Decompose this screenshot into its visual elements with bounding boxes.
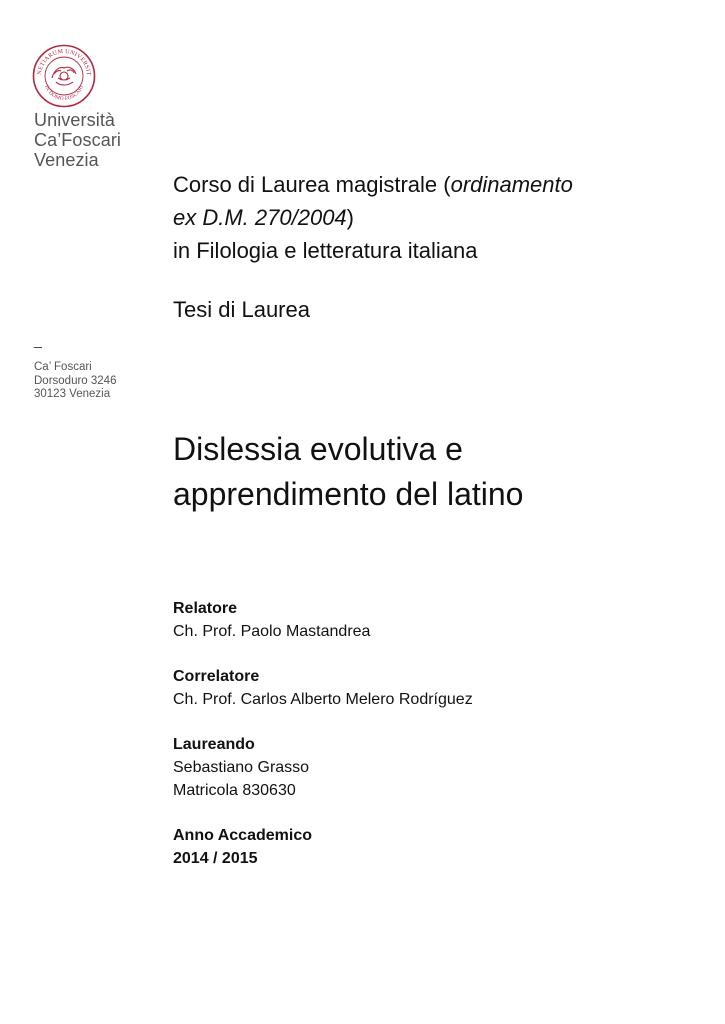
seal-icon (32, 44, 96, 108)
university-seal-logo (32, 44, 96, 108)
address-line: Ca’ Foscari (34, 361, 92, 373)
relatore-heading: Relatore (173, 600, 238, 617)
seal-text-top: NETIARUM UNIVERSIT (36, 48, 92, 76)
relatore-name: Ch. Prof. Paolo Mastandrea (173, 623, 371, 640)
address-line: Dorsoduro 3246 (34, 374, 117, 387)
university-address (34, 361, 116, 402)
correlatore-name: Ch. Prof. Carlos Alberto Melero Rodríguez (173, 691, 473, 708)
seal-text-bottom: IN DOMO FOSCARI (43, 84, 85, 103)
thesis-label: Tesi di Laurea (173, 297, 310, 322)
academic-year-value: 2014 / 2015 (173, 850, 258, 867)
university-name-line: Venezia (34, 150, 99, 170)
course-line-3: in Filologia e letteratura italiana (173, 238, 478, 263)
course-line2-italic: ex D.M. 270/2004 (173, 205, 347, 230)
university-name (34, 110, 121, 170)
thesis-title-line: apprendimento del latino (173, 476, 524, 512)
winged-lion-icon (52, 67, 76, 85)
correlatore-block (173, 665, 473, 711)
course-line1-italic: ordinamento (450, 172, 573, 197)
thesis-title-line: Dislessia evolutiva e (173, 431, 463, 467)
svg-text:IN DOMO FOSCARI (43, 85, 85, 103)
course-line2-suffix: ) (346, 205, 354, 230)
correlatore-heading: Correlatore (173, 668, 260, 685)
laureando-matricola: Matricola 830630 (173, 782, 296, 799)
thesis-title (173, 427, 523, 517)
laureando-block (173, 733, 473, 802)
address-separator: _ (34, 332, 42, 348)
address-line: 30123 Venezia (34, 388, 111, 400)
academic-year-block (173, 824, 473, 870)
thesis-people (173, 597, 473, 870)
degree-course (173, 168, 573, 267)
laureando-name: Sebastiano Grasso (173, 759, 310, 776)
university-name-line: Università (34, 110, 116, 130)
course-line-2 (173, 201, 573, 234)
university-name-line: Ca’Foscari (34, 130, 122, 150)
course-line1-prefix: Corso di Laurea magistrale ( (173, 172, 451, 197)
laureando-heading: Laureando (173, 736, 255, 753)
academic-year-heading: Anno Accademico (173, 827, 312, 844)
relatore-block (173, 597, 473, 643)
course-line-1 (173, 168, 573, 201)
